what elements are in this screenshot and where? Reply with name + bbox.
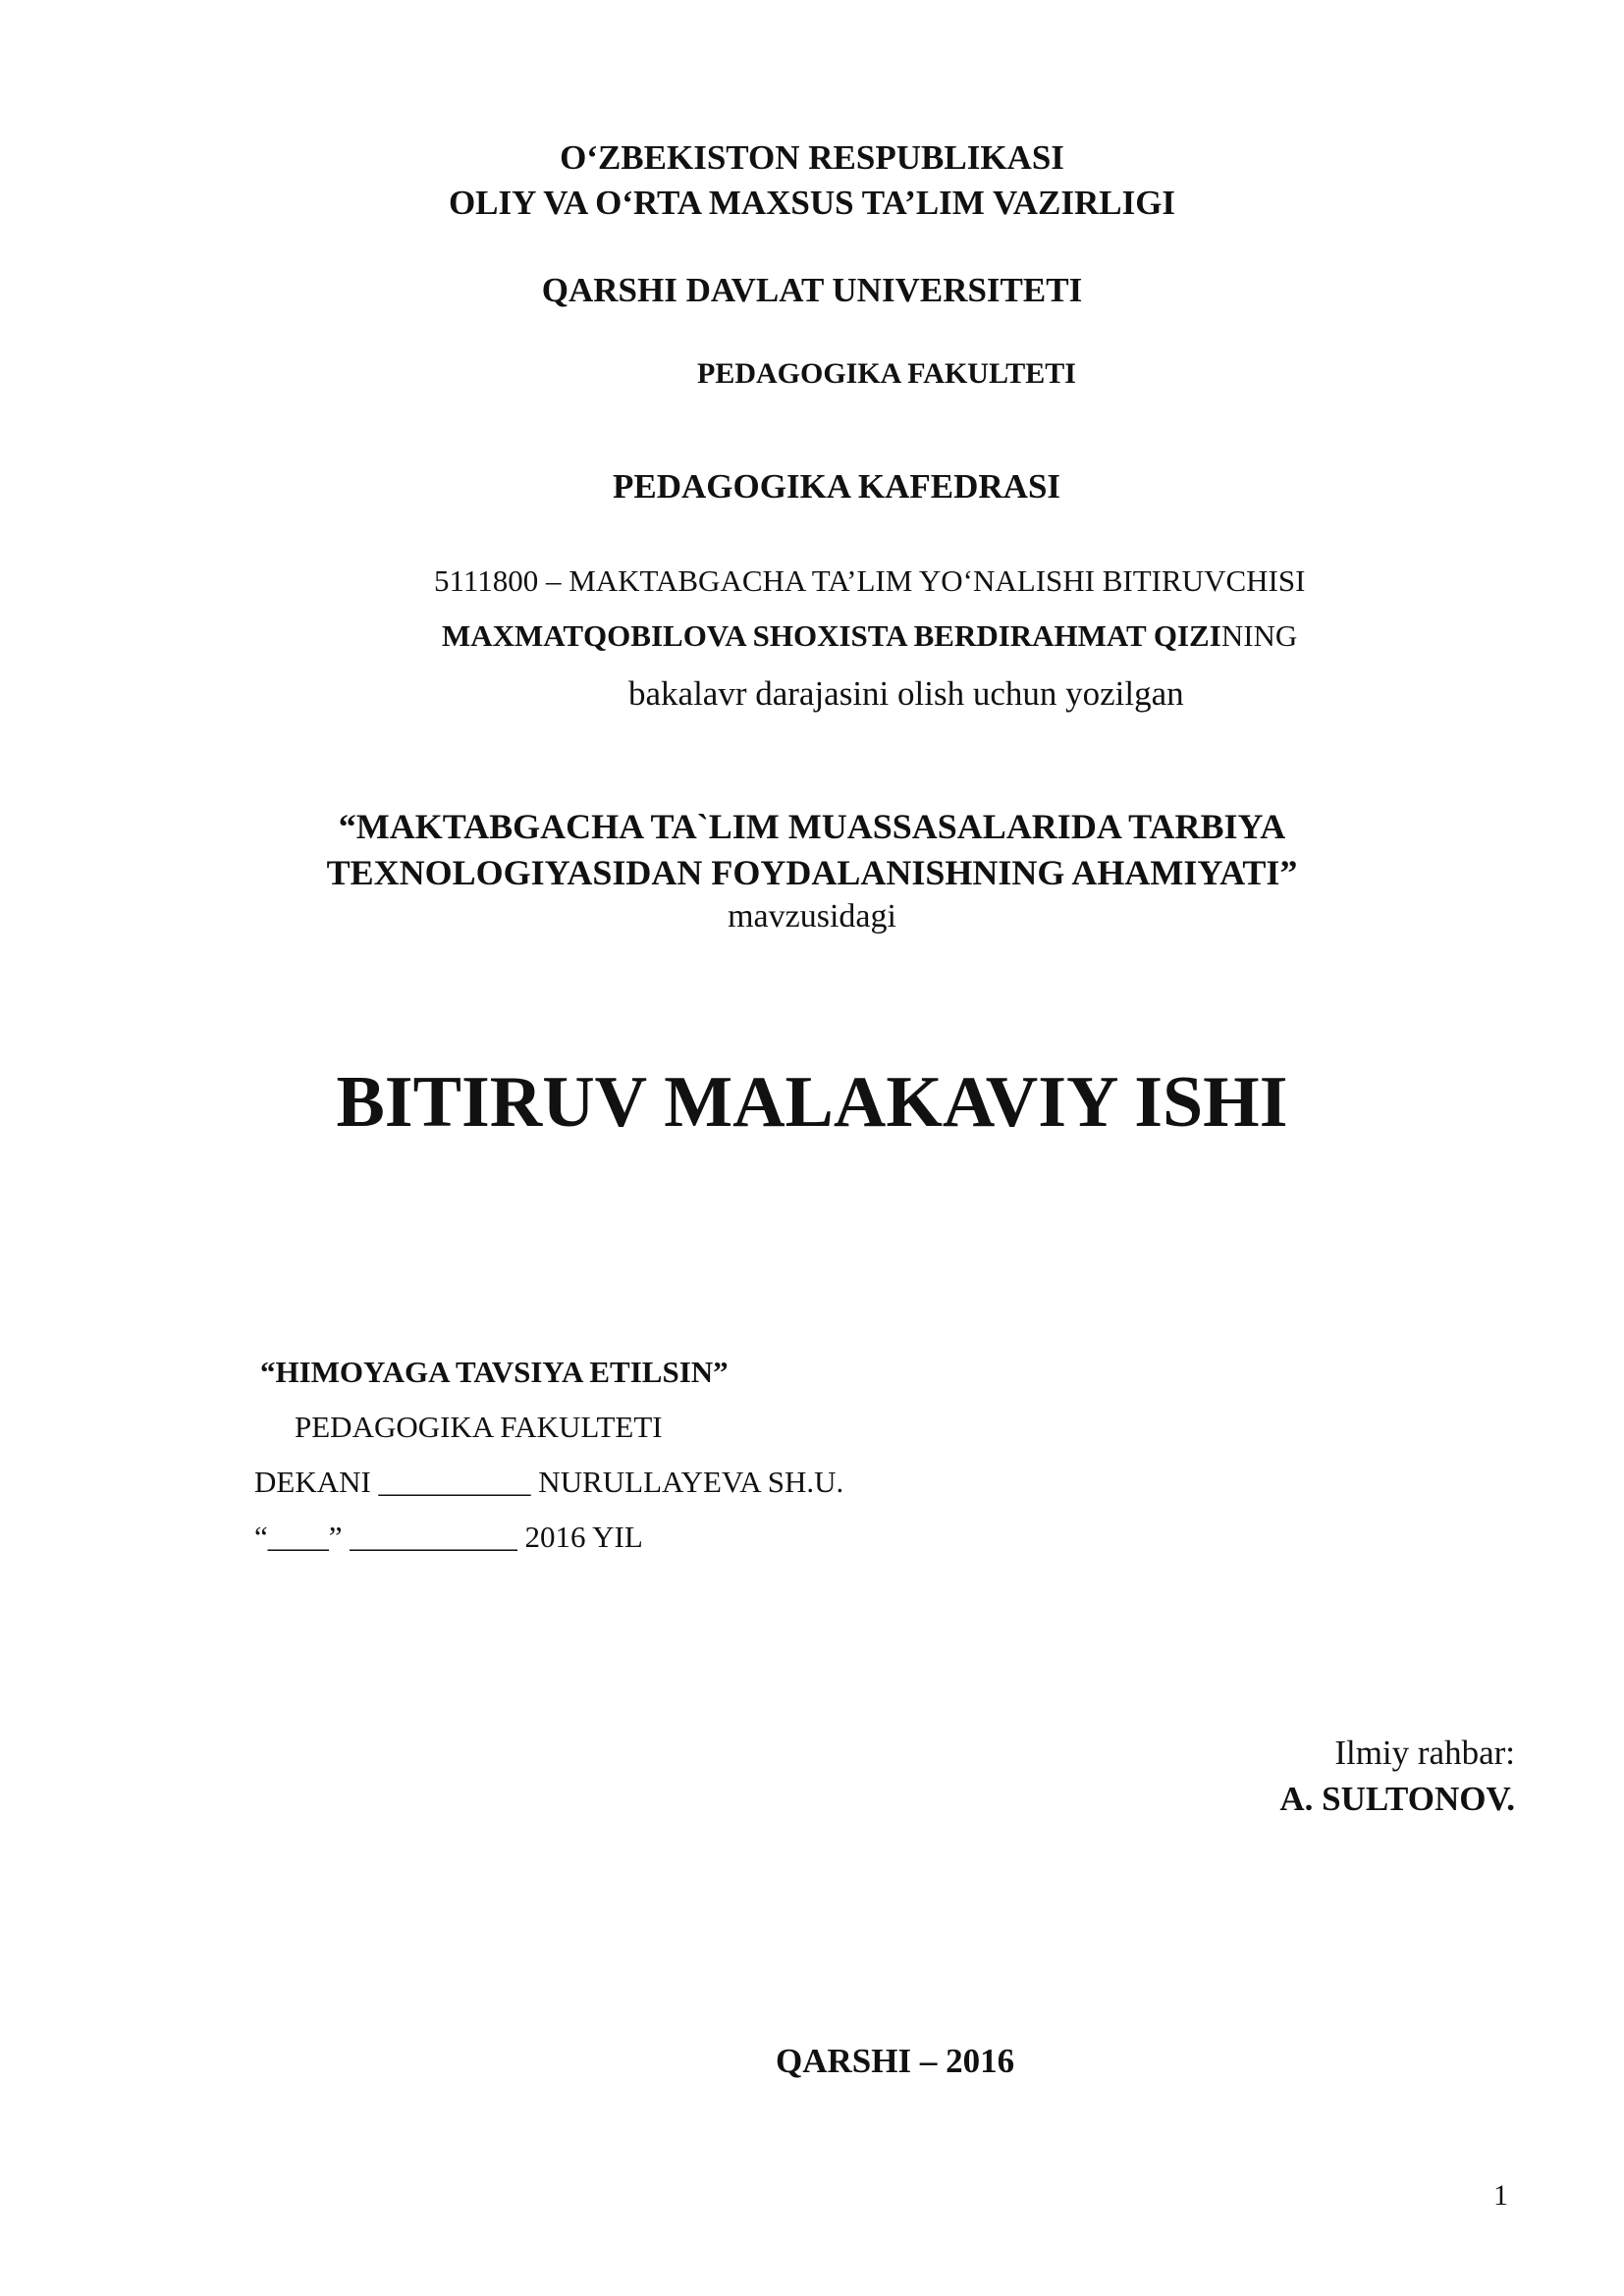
topic-line-1: “MAKTABGACHA TA`LIM MUASSASALARIDA TARBIYA <box>338 807 1286 846</box>
supervisor-name: A. SULTONOV. <box>1279 1780 1515 1818</box>
faculty-name: PEDAGOGIKA FAKULTETI <box>697 357 1076 390</box>
approval-dean-line: DEKANI __________ NURULLAYEVA SH.U. <box>254 1465 844 1499</box>
ministry-line-1: O‘ZBEKISTON RESPUBLIKASI <box>560 138 1064 177</box>
approval-date-line: “____” ___________ 2016 YIL <box>254 1520 643 1554</box>
department-name: PEDAGOGIKA KAFEDRASI <box>613 467 1061 506</box>
supervisor-label: Ilmiy rahbar: <box>1334 1734 1515 1772</box>
topic-line-2: TEXNOLOGIYASIDAN FOYDALANISHNING AHAMIYATI” <box>326 853 1298 892</box>
approval-title: “HIMOYAGA TAVSIYA ETILSIN” <box>260 1355 729 1389</box>
document-title: BITIRUV MALAKAVIY ISHI <box>336 1062 1288 1143</box>
student-name-suffix: NING <box>1220 618 1298 653</box>
university-name: QARSHI DAVLAT UNIVERSITETI <box>541 271 1083 309</box>
student-name-row <box>442 620 1297 651</box>
city-year: QARSHI – 2016 <box>776 2042 1015 2080</box>
ministry-line-2: OLIY VA O‘RTA MAXSUS TA’LIM VAZIRLIGI <box>448 184 1176 222</box>
approval-faculty: PEDAGOGIKA FAKULTETI <box>295 1410 663 1444</box>
student-program-line: 5111800 – MAKTABGACHA TA’LIM YO‘NALISHI BITIRUVCHISI <box>434 563 1306 598</box>
student-name: MAXMATQOBILOVA SHOXISTA BERDIRAHMAT QIZI <box>442 618 1221 653</box>
degree-line: bakalavr darajasini olish uchun yozilgan <box>628 674 1184 713</box>
topic-suffix: mavzusidagi <box>728 898 896 934</box>
page-number: 1 <box>1493 2179 1508 2212</box>
